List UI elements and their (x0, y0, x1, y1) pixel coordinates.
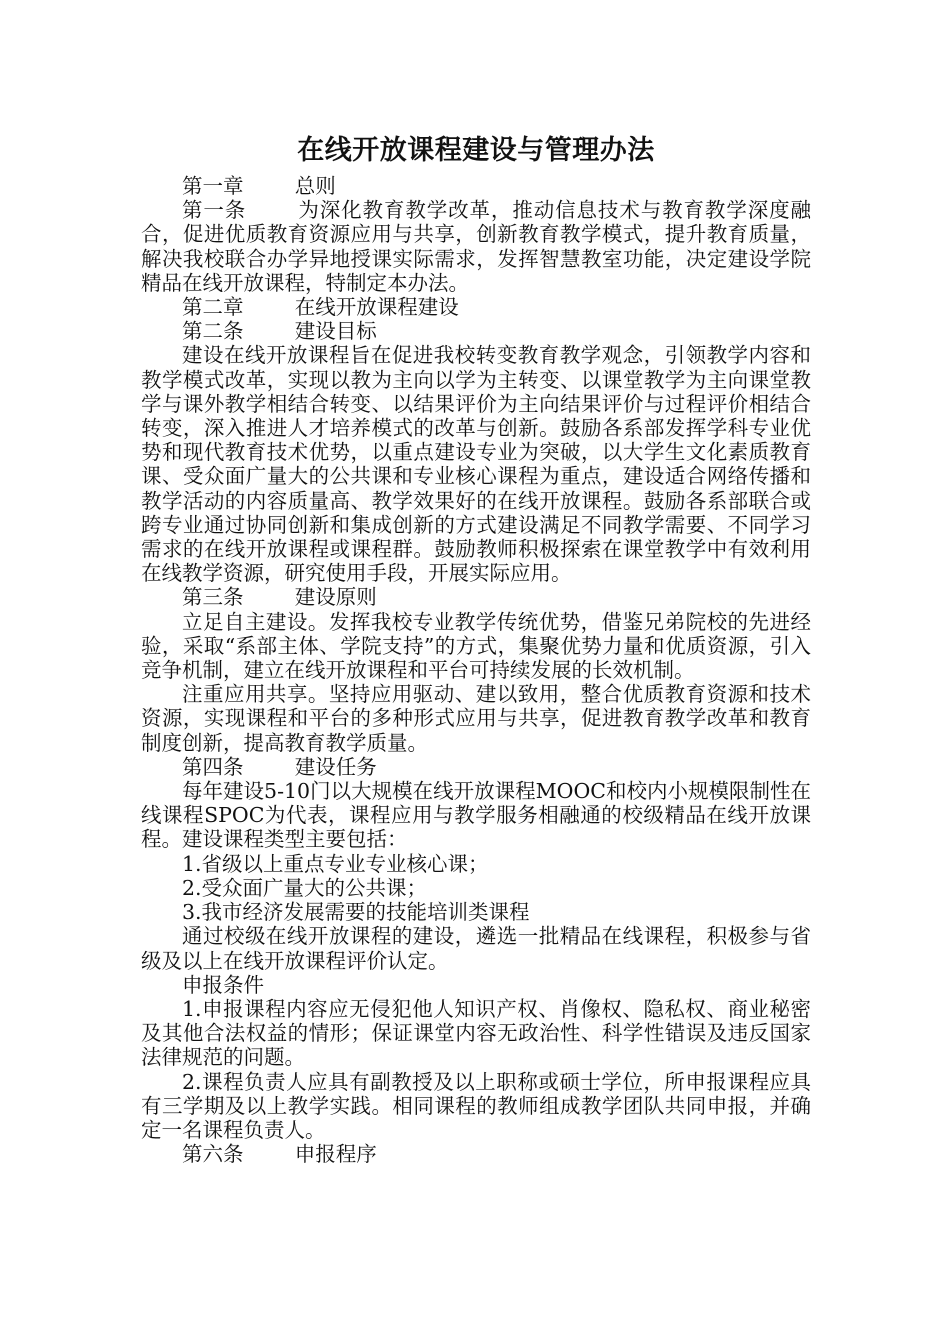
heading-text: 建设目标 (294, 319, 377, 344)
document-title: 在线开放课程建设与管理办法 (297, 135, 655, 166)
paragraph-tasks: 每年建设5-10门以大规模在线开放课程MOOC和校内小规模限制性在线课程SPOC为代表，课程应用与教学服务相融通的校级精品在线开放课程。建设课程类型主要包括： (141, 779, 811, 852)
chapter-heading-2 (141, 295, 811, 319)
heading-text: 申报程序 (294, 1142, 377, 1167)
article-heading-3 (141, 585, 811, 609)
article-heading-4 (141, 755, 811, 779)
heading-label: 第六条 (182, 1142, 244, 1167)
list-item-2: 2.受众面广量大的公共课； (182, 875, 428, 900)
heading-label: 第三条 (182, 585, 244, 610)
subheading-conditions: 申报条件 (182, 972, 264, 997)
article-label: 第一条 (182, 198, 247, 223)
heading-text: 在线开放课程建设 (294, 295, 459, 320)
article-heading-6 (141, 1142, 811, 1166)
paragraph-principle-2: 注重应用共享。坚持应用驱动、建以致用，整合优质教育资源和技术资源，实现课程和平台的多种形式应用与共享，促进教育教学改革和教育制度创新，提高教育教学质量。 (141, 682, 811, 755)
document-page (141, 134, 811, 1166)
list-item-1: 1.省级以上重点专业专业核心课； (182, 851, 489, 876)
heading-label: 第二章 (182, 295, 244, 320)
heading-text: 建设原则 (294, 585, 377, 610)
condition-item-2: 2.课程负责人应具有副教授及以上职称或硕士学位，所申报课程应具有三学期及以上教学实践。相同课程的教师组成教学团队共同申报，并确定一名课程负责人。 (141, 1069, 811, 1142)
article-heading-2 (141, 319, 811, 343)
heading-text: 总则 (294, 174, 336, 198)
paragraph-selection: 通过校级在线开放课程的建设，遴选一批精品在线课程，积极参与省级及以上在线开放课程评价认定。 (141, 924, 811, 973)
condition-item-1: 1.申报课程内容应无侵犯他人知识产权、肖像权、隐私权、商业秘密及其他合法权益的情形；保证课堂内容无政治性、科学性错误及违反国家法律规范的问题。 (141, 996, 811, 1070)
heading-text: 建设任务 (294, 754, 377, 779)
heading-label: 第二条 (182, 319, 244, 344)
article-text: 为深化教育教学改革，推动信息技术与教育教学深度融合，促进优质教育资源应用与共享，创新教育教学模式，提升教育质量，解决我校联合办学异地授课实际需求，发挥智慧教室功能，决定建设学院精品在线开放课程，特制定本办法。 (141, 198, 812, 295)
paragraph-principle-1: 立足自主建设。发挥我校专业教学传统优势，借鉴兄弟院校的先进经验，采取“系部主体、学院支持”的方式，集聚优势力量和优质资源，引入竞争机制，建立在线开放课程和平台可持续发展的长效机制。 (141, 609, 811, 683)
heading-label: 第一章 (182, 174, 244, 198)
paragraph-goals: 建设在线开放课程旨在促进我校转变教育教学观念，引领教学内容和教学模式改革，实现以教为主向以学为主转变、以课堂教学为主向课堂教学与课外教学相结合转变、以结果评价为主向结果评价与过程评价相结合转变，深入推进人才培养模式的改革与创新。鼓励各系部发挥学科专业优势和现代教育技术优势，以重点建设专业为突破，以大学生文化素质教育课、受众面广量大的公共课和专业核心课程为重点，建设适合网络传播和教学活动的内容质量高、教学效果好的在线开放课程。鼓励各系部联合或跨专业通过协同创新和集成创新的方式建设满足不同教学需要、不同学习需求的在线开放课程或课程群。鼓励教师积极探索在课堂教学中有效利用在线教学资源，研究使用手段，开展实际应用。 (141, 343, 811, 586)
list-item-3: 3.我市经济发展需要的技能培训类课程 (182, 900, 530, 925)
heading-label: 第四条 (182, 754, 244, 779)
article-1-paragraph (141, 198, 811, 295)
chapter-heading-1 (141, 174, 811, 198)
